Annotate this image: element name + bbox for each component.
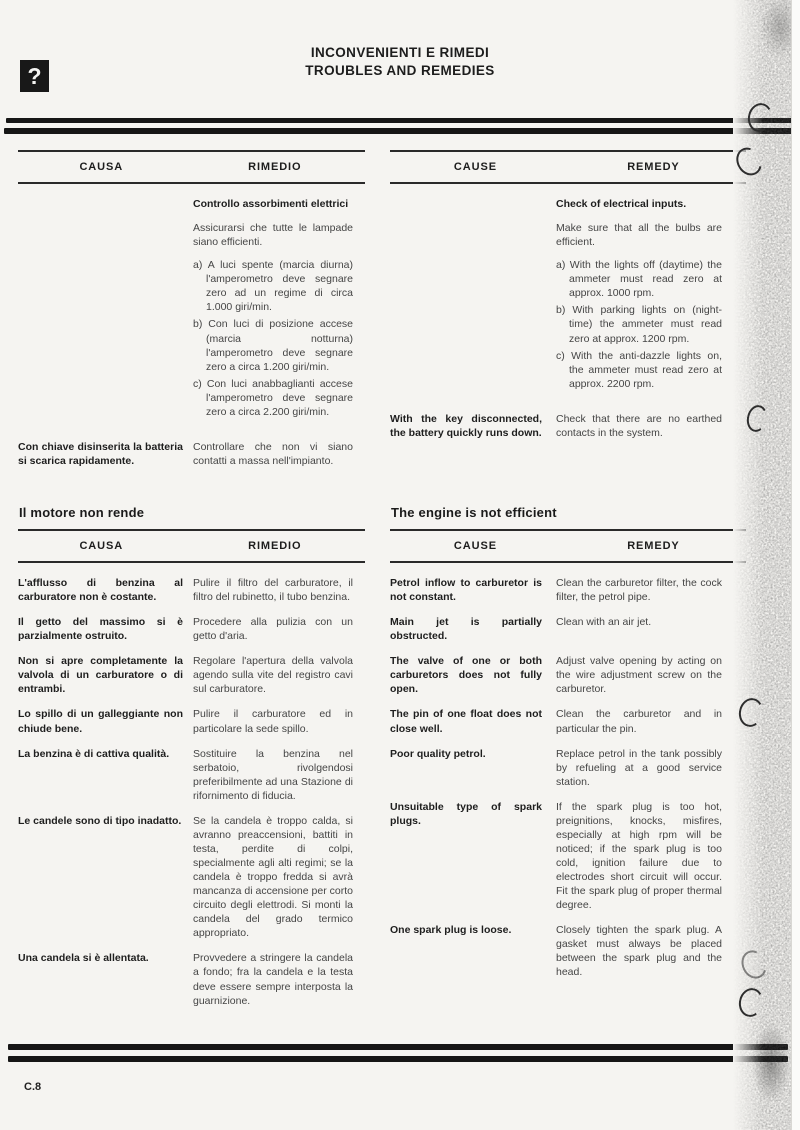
cause-cell: Lo spillo di un galleggiante non chiude bene. [18, 708, 183, 735]
scan-smudge [745, 1008, 797, 1118]
remedy-item-c: c) Con luci anabbaglianti accese l'amperometro deve segnare zero a circa 2.200 giri/min. [193, 377, 353, 418]
question-mark-glyph: ? [27, 62, 42, 89]
remedy-cell: Se la candela è troppo calda, si avranno preaccensioni, battiti in testa, perdite di colpi, specialmente agli alti regimi; se la candela è troppo fredda si avrà mancanza di accensione per corto circuito degli elettrodi. Si monti la candela del grado termico appropriato. [193, 814, 353, 940]
table-header [390, 529, 746, 563]
remedy-cell: Adjust valve opening by acting on the wire adjustment screw on the carburetor. [556, 655, 722, 696]
table-row [18, 951, 365, 1007]
remedy-heading: Check of electrical inputs. [556, 198, 687, 210]
cause-cell-empty [18, 197, 183, 422]
table-row [18, 814, 365, 941]
remedy-item-c: c) With the anti-dazzle lights on, the ammeter must read zero at approx. 2200 rpm. [556, 349, 722, 390]
table-header [18, 150, 365, 184]
remedy-cell: Procedere alla pulizia con un getto d'aria. [193, 616, 353, 643]
section-title-english: The engine is not efficient [391, 505, 557, 520]
engine-table-english [390, 505, 746, 991]
remedy-cell: Clean with an air jet. [556, 616, 652, 629]
remedy-cell: Pulire il carburatore ed in particolare la sede spillo. [193, 708, 353, 735]
table-row [390, 576, 746, 604]
remedy-cell: Sostituire la benzina nel serbatoio, rivolgendosi preferibilmente ad una Stazione di rifornimento di fiducia. [193, 747, 353, 802]
column-header-rimedio: RIMEDIO [248, 161, 302, 173]
cause-cell: Il getto del massimo si è parzialmente ostruito. [18, 616, 183, 643]
cause-cell: Main jet is partially obstructed. [390, 616, 542, 643]
remedy-cell [556, 197, 722, 394]
cause-cell: The valve of one or both carburetors does not fully open. [390, 655, 542, 696]
remedy-intro: Make sure that all the bulbs are efficient. [556, 222, 722, 249]
cause-cell: One spark plug is loose. [390, 924, 512, 937]
table-row [18, 440, 365, 468]
column-header-remedy: REMEDY [627, 540, 680, 552]
table-row [18, 576, 365, 604]
cause-cell: Unsuitable type of spark plugs. [390, 800, 542, 827]
remedy-cell: Regolare l'apertura della valvola agendo sulla vite del registro cavi sul carburatore. [193, 655, 353, 696]
table-row [390, 615, 746, 643]
remedy-intro: Assicurarsi che tutte le lampade siano efficienti. [193, 222, 353, 249]
top-divider-rule-1 [6, 118, 794, 123]
remedy-item-a: a) With the lights off (daytime) the ammeter must read zero at approx. 1000 rpm. [556, 259, 722, 300]
remedy-cell: Clean the carburetor and in particular the pin. [556, 708, 722, 735]
remedy-cell: Controllare che non vi siano contatti a massa nell'impianto. [193, 440, 353, 467]
page-header [0, 44, 800, 80]
cause-cell: La benzina è di cattiva qualità. [18, 747, 170, 760]
remedy-cell: If the spark plug is too hot, preignitions, knocks, misfires, especially at high rpm will be noticed; if the spark plug is too cold, ignition failure due to electrodes short circuit will occur. Fit the spark plug of proper thermal degree. [556, 800, 722, 912]
column-header-cause: CAUSE [453, 540, 497, 552]
cause-cell: Le candele sono di tipo inadatto. [18, 814, 182, 827]
table-body [18, 184, 365, 468]
table-row [390, 654, 746, 696]
page-number: C.8 [24, 1081, 42, 1093]
column-header-cause: CAUSE [453, 161, 497, 173]
remedy-item-b: b) Con luci di posizione accese (marcia notturna) l'amperometro deve segnare zero a circa 1.200 giri/min. [193, 318, 353, 373]
remedy-cell [193, 197, 353, 422]
table-header [390, 150, 746, 184]
column-header-remedy: REMEDY [627, 161, 680, 173]
remedy-cell: Provvedere a stringere la candela a fondo; fra la candela e la testa deve essere sempre interposta la guarnizione. [193, 952, 353, 1007]
remedy-cell: Closely tighten the spark plug. A gasket must always be placed between the spark plug and the head. [556, 924, 722, 979]
remedy-cell: Clean the carburetor filter, the cock filter, the petrol pipe. [556, 577, 722, 604]
remedy-cell: Replace petrol in the tank possibly by refueling at a good service station. [556, 747, 722, 788]
cause-cell: Una candela si è allentata. [18, 952, 149, 965]
cause-cell: Non si apre completamente la valvola di un carburatore o di entrambi. [18, 655, 183, 696]
cause-cell: The pin of one float does not close well. [390, 708, 542, 735]
remedy-item-a: a) A luci spente (marcia diurna) l'amperometro deve segnare zero ad un regime di circa 1.000 giri/min. [193, 259, 353, 314]
top-divider-rule-2 [4, 128, 794, 134]
table-row [18, 707, 365, 735]
cause-cell: With the key disconnected, the battery quickly runs down. [390, 412, 542, 439]
table-row [18, 747, 365, 803]
cause-cell: Petrol inflow to carburetor is not constant. [390, 577, 542, 604]
cause-cell: L'afflusso di benzina al carburatore non è costante. [18, 577, 183, 604]
table-row [390, 923, 746, 979]
bottom-divider-rule-2 [8, 1056, 788, 1062]
table-row [390, 412, 746, 440]
table-row [18, 615, 365, 643]
section-title-italian: Il motore non rende [19, 505, 145, 520]
table-row [390, 197, 746, 394]
page-title-english: TROUBLES AND REMEDIES [305, 63, 495, 78]
electrical-table-italian [18, 150, 365, 479]
electrical-table-english [390, 150, 746, 451]
table-body [390, 563, 746, 980]
page-title-italian: INCONVENIENTI E RIMEDI [310, 45, 490, 60]
table-row [18, 197, 365, 422]
remedy-item-b: b) With parking lights on (night-time) the ammeter must read zero at approx. 1200 rpm. [556, 304, 722, 345]
column-header-causa: CAUSA [79, 161, 124, 173]
table-row [390, 707, 746, 735]
table-body [390, 184, 746, 440]
bottom-divider-rule-1 [8, 1044, 788, 1050]
cause-cell: Con chiave disinserita la batteria si scarica rapidamente. [18, 440, 183, 467]
cause-cell: Poor quality petrol. [390, 747, 486, 760]
engine-table-italian [18, 505, 365, 1019]
column-header-rimedio: RIMEDIO [248, 540, 302, 552]
table-row [390, 747, 746, 789]
table-row [390, 800, 746, 913]
remedy-heading: Controllo assorbimenti elettrici [193, 198, 349, 210]
table-body [18, 563, 365, 1008]
table-row [18, 654, 365, 696]
remedy-cell: Check that there are no earthed contacts in the system. [556, 412, 722, 439]
remedy-cell: Pulire il filtro del carburatore, il filtro del rubinetto, il tubo benzina. [193, 577, 353, 604]
table-header [18, 529, 365, 563]
column-header-causa: CAUSA [79, 540, 124, 552]
page-edge [791, 0, 800, 1130]
cause-cell-empty [390, 197, 542, 394]
